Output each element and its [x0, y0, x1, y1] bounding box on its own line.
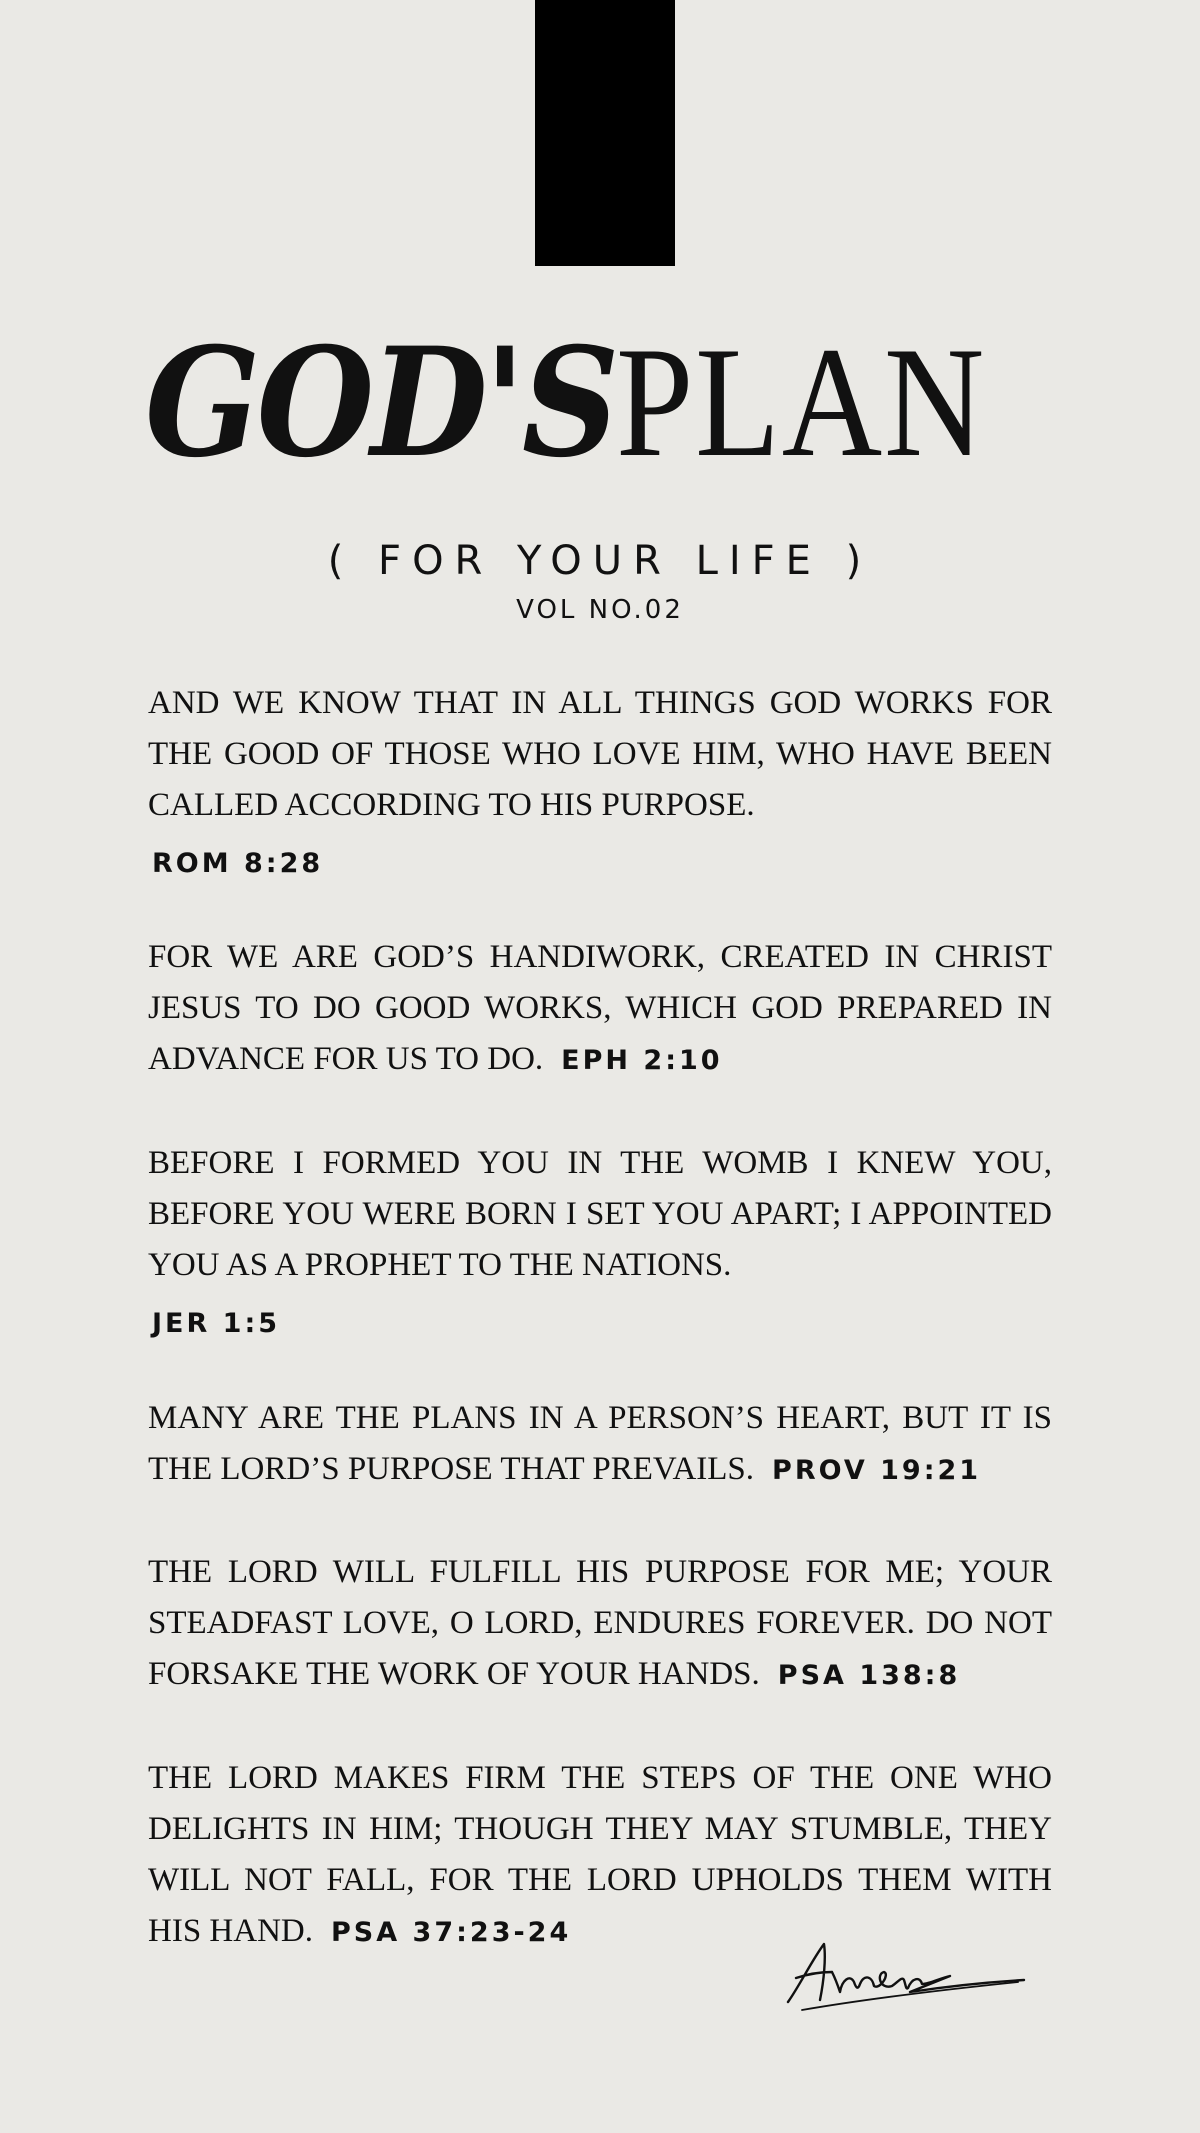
- verse-text: MANY ARE THE PLANS IN A PERSON’S HEART, BUT IT IS THE LORD’S PURPOSE THAT PREVAILS.: [148, 1400, 1052, 1487]
- verse-1: [148, 678, 1052, 831]
- verse-5: [148, 1547, 1052, 1701]
- amen-signature: [780, 1930, 1030, 2020]
- verse-text: THE LORD MAKES FIRM THE STEPS OF THE ONE WHO DELIGHTS IN HIM; THOUGH THEY MAY STUMBLE, THEY WILL NOT FALL, FOR THE LORD UPHOLDS THEM WITH HIS HAND.: [148, 1760, 1052, 1949]
- verse-4: [148, 1393, 1052, 1496]
- verse-reference: JER 1:5: [152, 1308, 281, 1339]
- verse-text: FOR WE ARE GOD’S HANDIWORK, CREATED IN CHRIST JESUS TO DO GOOD WORKS, WHICH GOD PREPARED IN ADVANCE FOR US TO DO.: [148, 939, 1052, 1077]
- verse-reference: EPH 2:10: [561, 1045, 723, 1076]
- subtitle: ( FOR YOUR LIFE ): [327, 538, 873, 584]
- verse-3: [148, 1138, 1052, 1291]
- verse-text: AND WE KNOW THAT IN ALL THINGS GOD WORKS FOR THE GOOD OF THOSE WHO LOVE HIM, WHO HAVE BEEN CALLED ACCORDING TO HIS PURPOSE.: [148, 685, 1052, 823]
- verse-text: THE LORD WILL FULFILL HIS PURPOSE FOR ME; YOUR STEADFAST LOVE, O LORD, ENDURES FOREVER. DO NOT FORSAKE THE WORK OF YOUR HANDS.: [148, 1554, 1052, 1692]
- verse-6: [148, 1753, 1052, 1958]
- title-gods: GOD'S: [145, 315, 616, 491]
- volume-label: VOL NO.02: [516, 595, 684, 625]
- verse-reference: PROV 19:21: [772, 1455, 982, 1486]
- verse-reference: ROM 8:28: [152, 848, 324, 879]
- verse-reference: PSA 138:8: [777, 1660, 961, 1691]
- page-title: [145, 315, 1085, 491]
- verse-text: BEFORE I FORMED YOU IN THE WOMB I KNEW YOU, BEFORE YOU WERE BORN I SET YOU APART; I APPOINTED YOU AS A PROPHET TO THE NATIONS.: [148, 1145, 1052, 1283]
- verse-reference: PSA 37:23-24: [331, 1917, 572, 1948]
- title-plan: PLAN: [616, 315, 987, 490]
- decorative-black-bar: [535, 0, 675, 266]
- verse-2: [148, 932, 1052, 1086]
